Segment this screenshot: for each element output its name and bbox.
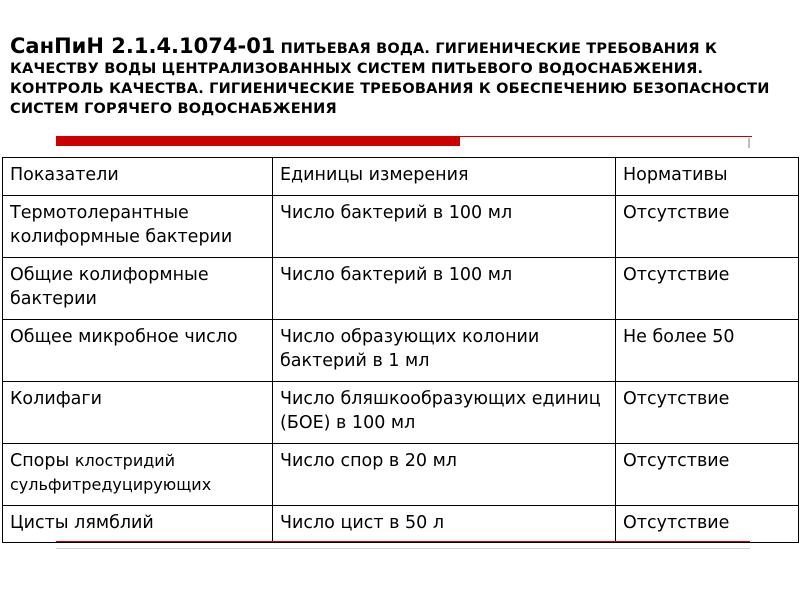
indicator-text-a: Споры (10, 451, 75, 471)
norm-cell: Отсутствие (616, 444, 799, 506)
table-row (3, 506, 799, 543)
table-header-row (3, 158, 799, 196)
norm-cell: Отсутствие (616, 382, 799, 444)
footer-rule-gray (56, 548, 750, 549)
indicator-cell: Общее микробное число (3, 320, 273, 382)
header-unit: Единицы измерения (273, 158, 616, 196)
indicator-text-b: клостридий (74, 451, 176, 470)
footer-rule-red (56, 541, 750, 542)
page-title (10, 36, 770, 119)
unit-cell: Число спор в 20 мл (273, 444, 616, 506)
norm-cell: Отсутствие (616, 196, 799, 258)
title-underline-bar (56, 136, 460, 146)
norm-cell: Отсутствие (616, 258, 799, 320)
table-row (3, 320, 799, 382)
indicator-cell: Колифаги (3, 382, 273, 444)
norm-cell: Не более 50 (616, 320, 799, 382)
norms-table (2, 157, 799, 543)
table-row (3, 258, 799, 320)
indicator-cell: Общие колиформные бактерии (3, 258, 273, 320)
table-row (3, 382, 799, 444)
indicator-text-c: сульфитредуцирующих (10, 475, 212, 494)
unit-cell: Число бляшкообразующих единиц (БОЕ) в 100 мл (273, 382, 616, 444)
indicator-cell (3, 444, 273, 506)
unit-cell: Число цист в 50 л (273, 506, 616, 543)
title-text: ПИТЬЕВАЯ ВОДА. ГИГИЕНИЧЕСКИЕ ТРЕБОВАНИЯ К КАЧЕСТВУ ВОДЫ ЦЕНТРАЛИЗОВАННЫХ СИСТЕМ ПИТЬЕВОГО ВОДОСНАБЖЕНИЯ. КОНТРОЛЬ КАЧЕСТВА. ГИГИЕНИЧЕСКИЕ ТРЕБОВАНИЯ К ОБЕСПЕЧЕНИЮ БЕЗОПАСНОСТИ СИСТЕМ ГОРЯЧЕГО ВОДОСНАБЖЕНИЯ (10, 41, 770, 117)
header-norm: Нормативы (616, 158, 799, 196)
title-code: СанПиН 2.1.4.1074-01 (10, 34, 276, 58)
unit-cell: Число образующих колонии бактерий в 1 мл (273, 320, 616, 382)
indicator-cell: Цисты лямблий (3, 506, 273, 543)
norm-cell: Отсутствие (616, 506, 799, 543)
title-underline-rule (56, 136, 752, 137)
unit-cell: Число бактерий в 100 мл (273, 258, 616, 320)
table-row (3, 444, 799, 506)
header-indicator: Показатели (3, 158, 273, 196)
table-row (3, 196, 799, 258)
unit-cell: Число бактерий в 100 мл (273, 196, 616, 258)
indicator-cell: Термотолерантные колиформные бактерии (3, 196, 273, 258)
title-underline-tick (748, 138, 750, 148)
